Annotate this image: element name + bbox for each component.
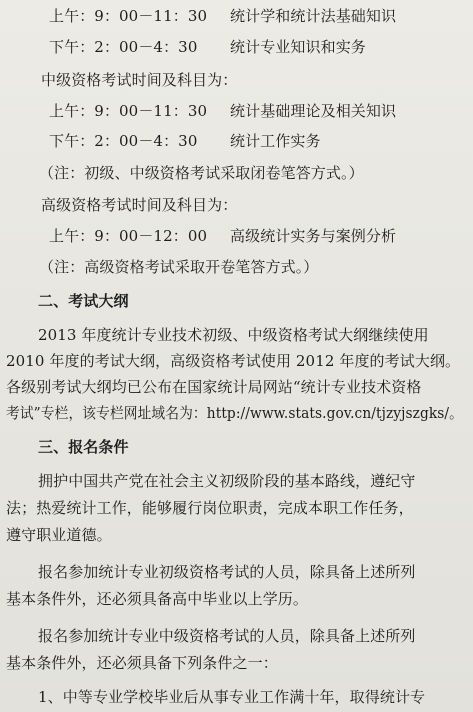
schedule-row bbox=[49, 131, 469, 151]
senior-intro: 高级资格考试时间及科目为： bbox=[41, 196, 238, 214]
paragraph-line: 2013 年度统计专业技术初级、中级资格考试大纲继续使用 bbox=[38, 326, 429, 344]
schedule-subject: 统计工作实务 bbox=[230, 132, 321, 150]
note-closed-book: （注：初级、中级资格考试采取闭卷笔答方式。） bbox=[39, 164, 364, 182]
paragraph-line: 考试”专栏，该专栏网址域名为：http://www.stats.gov.cn/tjzyjszgks/。 bbox=[6, 404, 463, 422]
schedule-time: 下午：2：00－4：30 bbox=[49, 132, 198, 150]
schedule-time: 上午：9：00－12：00 bbox=[49, 227, 208, 245]
schedule-subject: 统计专业知识和实务 bbox=[230, 38, 366, 56]
paragraph-line: 拥护中国共产党在社会主义初级阶段的基本路线，遵纪守 bbox=[38, 472, 416, 490]
list-item: 1、中等专业学校毕业后从事专业工作满十年，取得统计专 bbox=[38, 688, 426, 706]
paragraph-line: 基本条件外，还必须具备下列条件之一： bbox=[6, 654, 278, 672]
schedule-subject: 高级统计实务与案例分析 bbox=[230, 227, 397, 245]
schedule-subject: 统计基础理论及相关知识 bbox=[230, 102, 397, 120]
schedule-row bbox=[49, 6, 469, 26]
schedule-row bbox=[49, 226, 469, 246]
note-open-book: （注：高级资格考试采取开卷笔答方式。） bbox=[39, 258, 319, 276]
paragraph-line: 基本条件外，还必须具备高中毕业以上学历。 bbox=[6, 590, 309, 608]
paragraph-line: 各级别考试大纲均已公布在国家统计局网站“统计专业技术资格 bbox=[6, 378, 422, 396]
intermediate-intro: 中级资格考试时间及科目为： bbox=[41, 71, 238, 89]
schedule-time: 下午：2：00－4：30 bbox=[49, 38, 198, 56]
schedule-time: 上午：9：00－11：30 bbox=[49, 7, 208, 25]
paragraph-line: 2010 年度的考试大纲，高级资格考试使用 2012 年度的考试大纲。 bbox=[6, 352, 461, 370]
schedule-row bbox=[49, 101, 469, 121]
schedule-subject: 统计学和统计法基础知识 bbox=[230, 7, 397, 25]
schedule-row bbox=[49, 37, 469, 57]
paragraph-line: 报名参加统计专业初级资格考试的人员，除具备上述所列 bbox=[38, 563, 416, 581]
section-heading-exam-outline: 二、考试大纲 bbox=[38, 292, 129, 310]
paragraph-line: 遵守职业道德。 bbox=[6, 526, 112, 544]
paragraph-line: 报名参加统计专业中级资格考试的人员，除具备上述所列 bbox=[38, 627, 416, 645]
paragraph-line: 法；热爱统计工作，能够履行岗位职责，完成本职工作任务， bbox=[6, 499, 414, 517]
section-heading-registration: 三、报名条件 bbox=[38, 438, 129, 456]
schedule-time: 上午：9：00－11：30 bbox=[49, 102, 208, 120]
